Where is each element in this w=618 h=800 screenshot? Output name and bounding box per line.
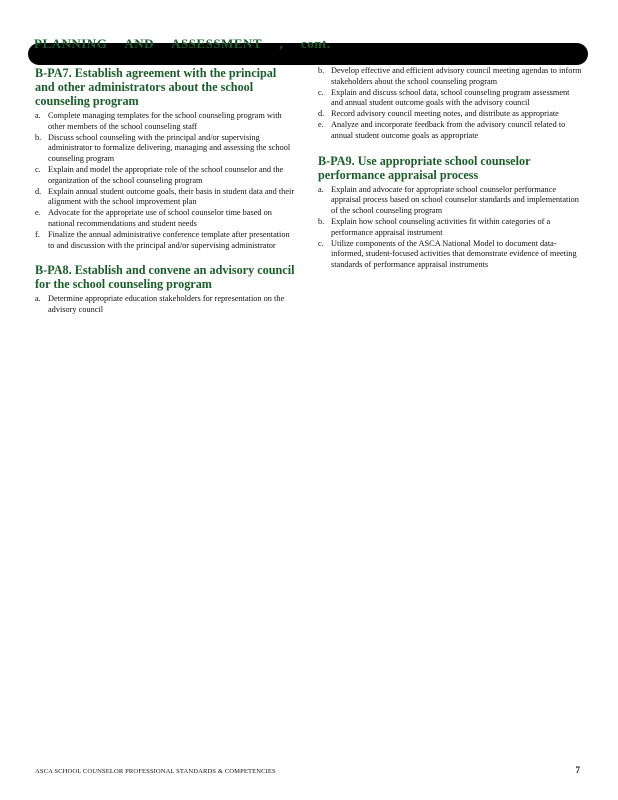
right-column bbox=[318, 66, 582, 283]
item-text: Develop effective and efficient advisory council meeting agendas to inform stakeholders about the school counseling program bbox=[331, 66, 582, 86]
pa8-list bbox=[35, 294, 297, 316]
list-item bbox=[318, 109, 582, 120]
list-item bbox=[318, 66, 582, 88]
list-item bbox=[35, 208, 297, 230]
item-text: Discuss school counseling with the principal and/or supervising administrator to formalize delivering, managing and assessing the school counseling program bbox=[48, 132, 291, 164]
page-number: 7 bbox=[575, 765, 580, 775]
footer-title: ASCA SCHOOL COUNSELOR PROFESSIONAL STANDARDS & COMPETENCIES bbox=[35, 768, 276, 775]
item-text: Utilize components of the ASCA National Model to document data-informed, student-focused activities that demonstrate evidence of meeting standards of performance appraisal instruments bbox=[331, 238, 577, 270]
item-text: Advocate for the appropriate use of school counselor time based on national recommendations and student needs bbox=[48, 208, 272, 228]
page-header: PLANNING AND ASSESSMENT , cont. bbox=[34, 36, 331, 51]
item-text: Complete managing templates for the school counseling program with other members of the school counseling staff bbox=[48, 111, 282, 131]
item-text: Explain annual student outcome goals, their basis in student data and their alignment with the school improvement plan bbox=[48, 186, 295, 207]
list-item bbox=[318, 185, 582, 217]
item-letter: c. bbox=[318, 87, 324, 97]
item-letter: b. bbox=[318, 66, 325, 75]
section-pa9 bbox=[318, 154, 582, 271]
list-item bbox=[318, 120, 582, 142]
list-item bbox=[318, 88, 582, 110]
item-letter: b. bbox=[318, 216, 325, 226]
pa7-list bbox=[35, 111, 297, 251]
item-text: Analyze and incorporate feedback from the advisory council related to annual student outcome goals as appropriate bbox=[331, 119, 566, 140]
section-pa7 bbox=[35, 66, 297, 251]
list-item bbox=[35, 133, 297, 165]
item-text: Explain and model the appropriate role of the school counselor and the organization of the school counseling program bbox=[48, 164, 284, 185]
pa8-list-cont bbox=[318, 66, 582, 142]
item-text: Explain how school counseling activities fit within categories of a performance appraisal instrument bbox=[331, 216, 551, 237]
left-column bbox=[35, 66, 297, 328]
list-item bbox=[35, 294, 297, 316]
item-letter: e. bbox=[318, 119, 324, 129]
item-text: Explain and discuss school data, school counseling program assessment and annual student outcome goals with the advisory council bbox=[331, 87, 570, 108]
item-text: Finalize the annual administrative conference template after presentation to and discussion with the principal and/or supervising administrator bbox=[48, 229, 290, 250]
item-letter: a. bbox=[35, 294, 41, 304]
list-item bbox=[318, 239, 582, 271]
item-text: Determine appropriate education stakeholders for representation on the advisory council bbox=[48, 294, 285, 315]
item-letter: e. bbox=[35, 208, 41, 218]
pa9-list bbox=[318, 185, 582, 271]
item-letter: c. bbox=[35, 164, 41, 174]
item-text: Explain and advocate for appropriate school counselor performance appraisal process based on school counselor standards and implementation of the school counseling program bbox=[331, 184, 579, 216]
section-title-pa7: B-PA7. Establish agreement with the principal and other administrators about the school counseling program bbox=[35, 66, 277, 108]
list-item bbox=[318, 217, 582, 239]
list-item bbox=[35, 111, 297, 133]
section-title-pa8: B-PA8. Establish and convene an advisory council for the school counseling program bbox=[35, 263, 295, 292]
item-text: Record advisory council meeting notes, and distribute as appropriate bbox=[331, 109, 559, 119]
item-letter: d. bbox=[318, 109, 325, 119]
section-pa8-cont bbox=[318, 66, 582, 142]
item-letter: d. bbox=[35, 186, 42, 196]
item-letter: b. bbox=[35, 132, 42, 142]
item-letter: a. bbox=[35, 111, 41, 120]
item-letter: f. bbox=[35, 229, 40, 239]
list-item bbox=[35, 230, 297, 252]
section-title-pa9: B-PA9. Use appropriate school counselor performance appraisal process bbox=[318, 153, 531, 182]
list-item bbox=[35, 165, 297, 187]
section-pa8 bbox=[35, 263, 297, 316]
item-letter: a. bbox=[318, 184, 324, 194]
item-letter: c. bbox=[318, 238, 324, 248]
list-item bbox=[35, 187, 297, 209]
